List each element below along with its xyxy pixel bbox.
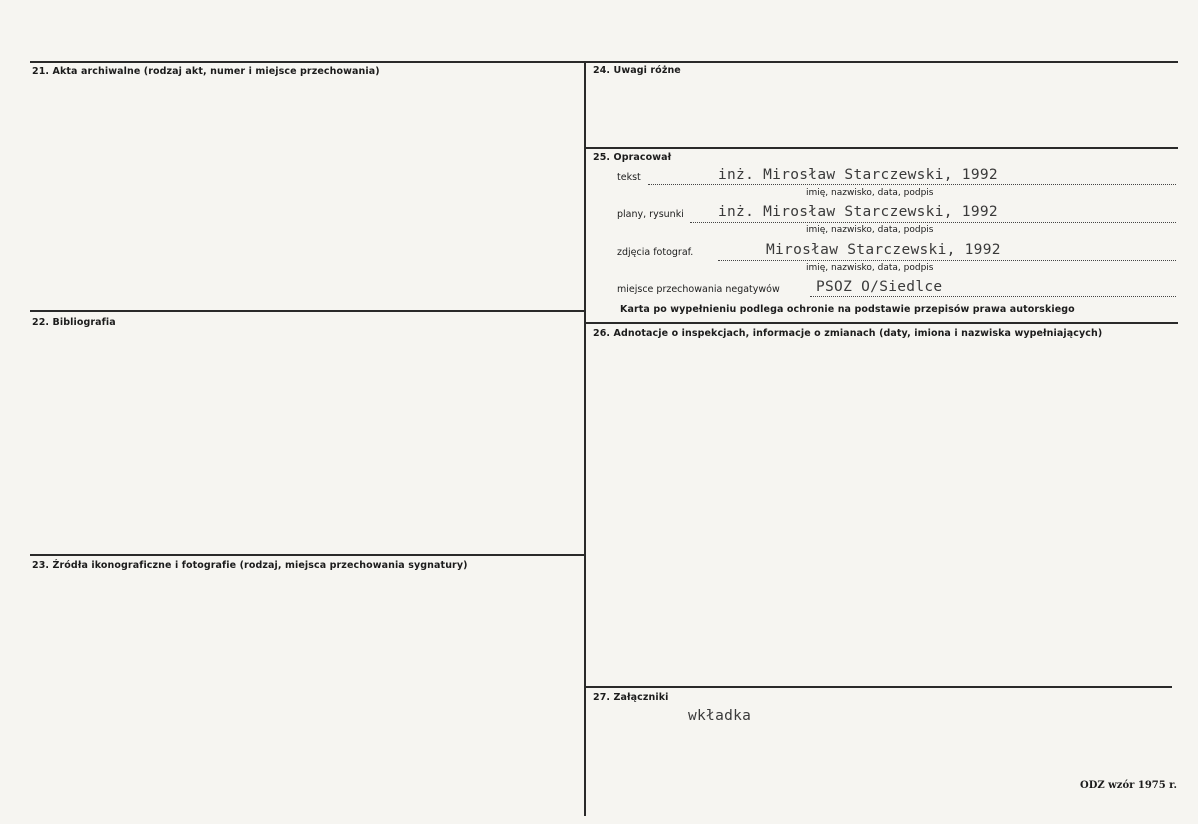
rule-above-25: [586, 147, 1178, 149]
section-26-title: 26. Adnotacje o inspekcjach, informacje o zmianach (daty, imiona i nazwiska wypełniających): [593, 328, 1103, 339]
section-23-title: 23. Źródła ikonograficzne i fotografie (rodzaj, miejsca przechowania sygnatury): [32, 560, 468, 571]
authored-plans-line: [690, 222, 1176, 223]
rule-above-27: [586, 686, 1172, 688]
rule-above-22: [30, 310, 586, 312]
section-24-title: 24. Uwagi różne: [593, 65, 681, 76]
authored-plans-label: plany, rysunki: [617, 209, 684, 220]
authored-plans-value: inż. Mirosław Starczewski, 1992: [718, 204, 998, 220]
section-27-title: 27. Załączniki: [593, 692, 669, 703]
attachments-value: wkładka: [688, 708, 752, 724]
authored-photos-line: [718, 260, 1176, 261]
center-divider: [584, 61, 586, 816]
authored-plans-hint: imię, nazwisko, data, podpis: [806, 225, 934, 235]
negatives-storage-label: miejsce przechowania negatywów: [617, 284, 780, 295]
negatives-storage-line: [810, 296, 1176, 297]
copyright-note: Karta po wypełnieniu podlega ochronie na podstawie przepisów prawa autorskiego: [620, 304, 1075, 315]
rule-above-26: [586, 322, 1178, 324]
top-rule-left: [30, 61, 586, 63]
negatives-storage-value: PSOZ O/Siedlce: [816, 279, 943, 295]
authored-text-line: [648, 184, 1176, 185]
authored-photos-hint: imię, nazwisko, data, podpis: [806, 263, 934, 273]
top-rule-right: [586, 61, 1178, 63]
section-25-title: 25. Opracował: [593, 152, 672, 163]
authored-photos-value: Mirosław Starczewski, 1992: [766, 242, 1001, 258]
authored-text-hint: imię, nazwisko, data, podpis: [806, 188, 934, 198]
authored-text-label: tekst: [617, 172, 641, 183]
authored-text-value: inż. Mirosław Starczewski, 1992: [718, 167, 998, 183]
rule-above-23: [30, 554, 586, 556]
form-version-footer: ODZ wzór 1975 r.: [1080, 780, 1178, 791]
section-21-title: 21. Akta archiwalne (rodzaj akt, numer i miejsce przechowania): [32, 66, 380, 77]
authored-photos-label: zdjęcia fotograf.: [617, 247, 694, 258]
section-22-title: 22. Bibliografia: [32, 317, 116, 328]
